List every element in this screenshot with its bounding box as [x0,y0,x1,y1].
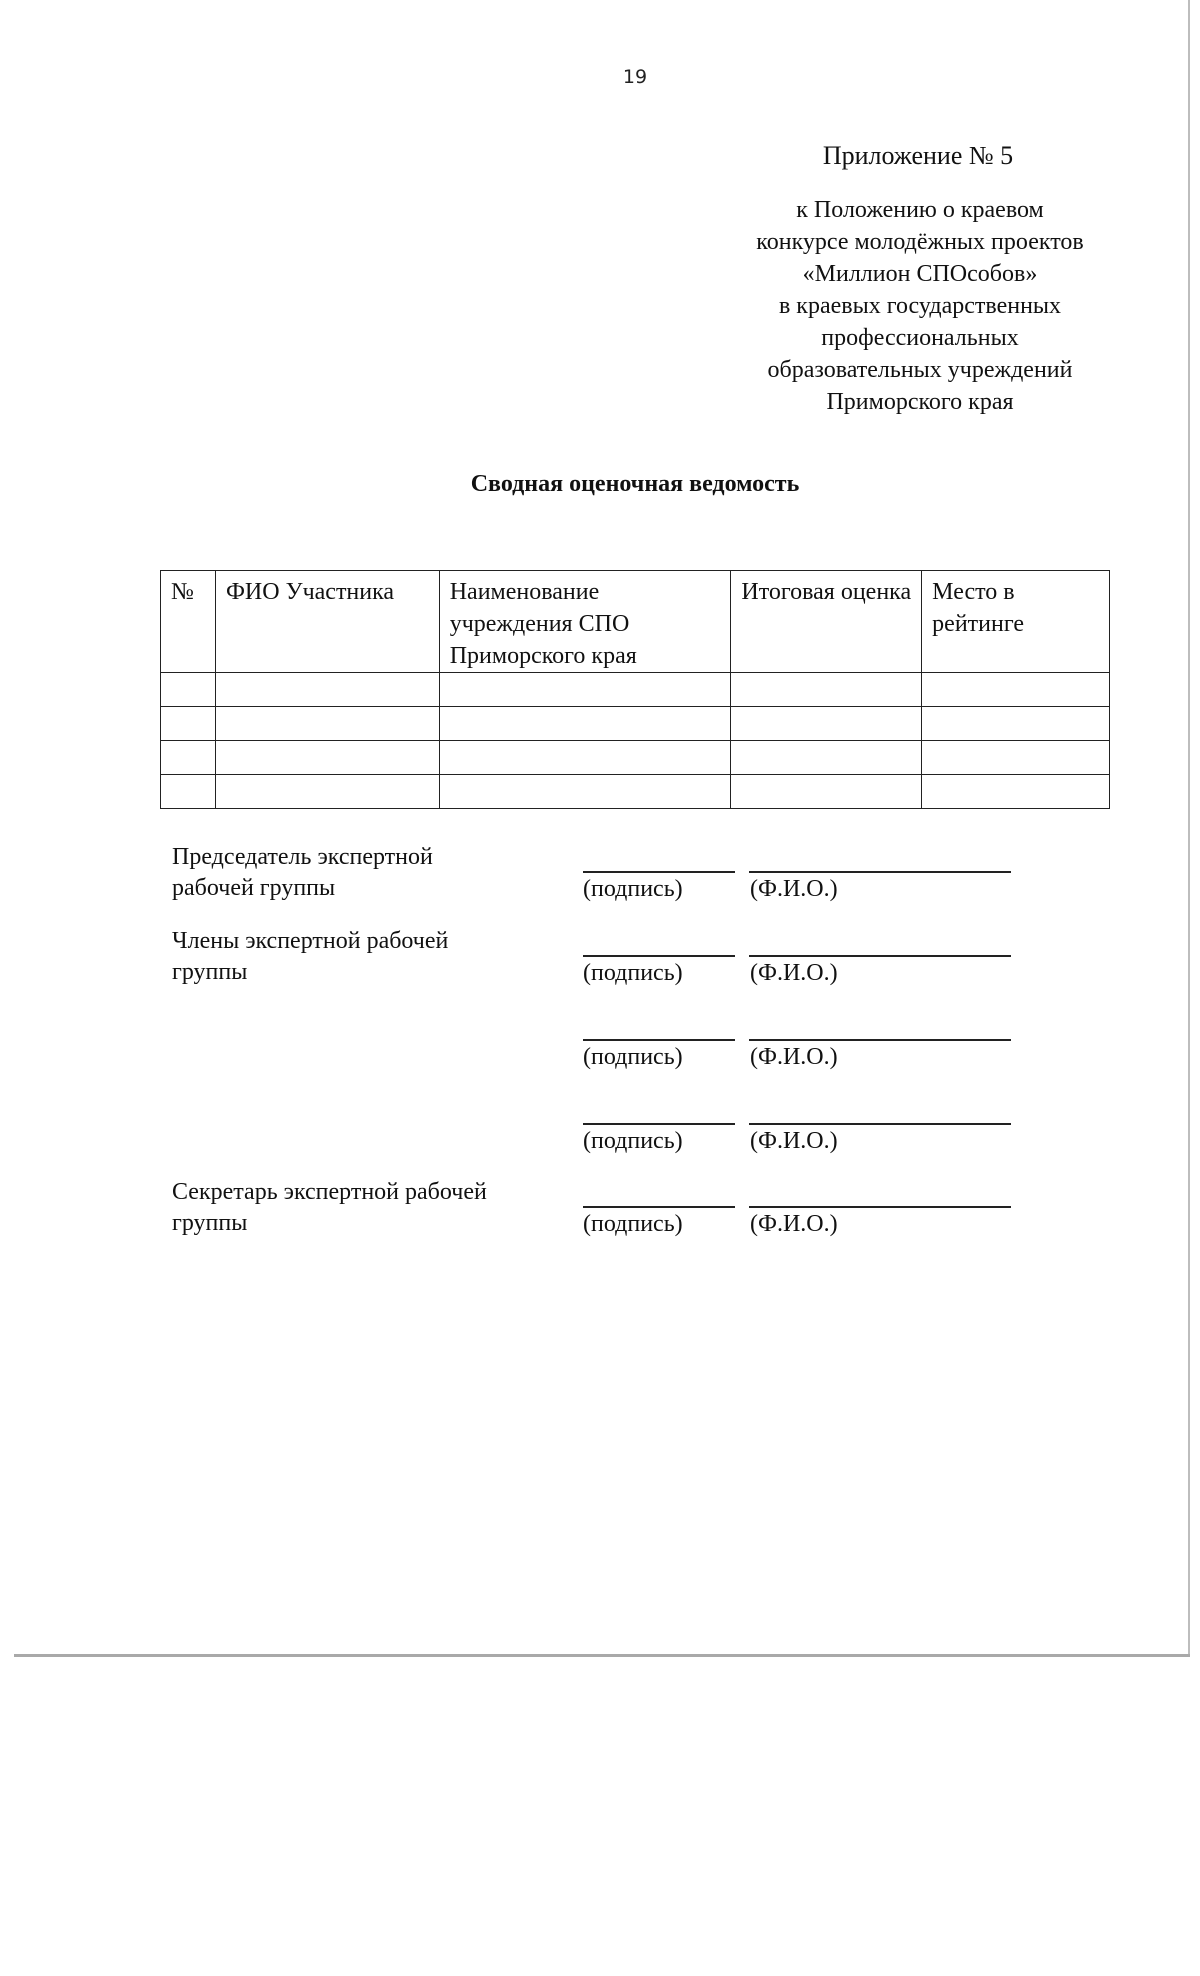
members-label-line: группы [172,959,248,985]
member-1-signature-caption: (подпись) [583,960,683,986]
member-3-signature-caption: (подпись) [583,1128,683,1154]
appendix-line: образовательных учреждений [767,357,1073,383]
secretary-signature-caption: (подпись) [583,1211,683,1237]
column-header-final-score: Итоговая оценка [731,571,922,673]
member-1-name-line[interactable] [749,955,1011,957]
member-2-signature-caption: (подпись) [583,1044,683,1070]
chairman-signature-caption: (подпись) [583,876,683,902]
table-cell [922,775,1110,809]
table-row [161,775,1110,809]
member-2-name-line[interactable] [749,1039,1011,1041]
page-edge [1188,0,1190,1656]
table-cell [922,707,1110,741]
table-cell [731,673,922,707]
table-cell [439,775,731,809]
score-table [160,570,1110,809]
appendix-line: профессиональных [821,325,1019,351]
appendix-line: «Миллион СПОсобов» [802,261,1038,287]
column-header-participant-name: ФИО Участника [215,571,439,673]
chairman-name-line[interactable] [749,871,1011,873]
chairman-label [172,842,433,904]
table-cell [731,707,922,741]
appendix-line: в краевых государственных [778,293,1062,319]
chairman-label-line: Председатель экспертной [172,844,433,870]
member-3-name-line[interactable] [749,1123,1011,1125]
chairman-name-caption: (Ф.И.О.) [750,876,838,902]
column-header-rating-place: Место в рейтинге [922,571,1110,673]
chairman-signature-line[interactable] [583,871,735,873]
table-cell [215,741,439,775]
table-cell [922,741,1110,775]
secretary-label [172,1177,487,1239]
table-cell [439,673,731,707]
column-header-institution: Наименование учреждения СПО Приморского края [439,571,731,673]
table-row [161,741,1110,775]
table-header-row [161,571,1110,673]
document-title: Сводная оценочная ведомость [470,471,800,497]
members-label [172,926,448,988]
appendix-description [700,194,1140,418]
secretary-label-line: Секретарь экспертной рабочей [172,1179,487,1205]
table-cell [161,707,216,741]
table-cell [215,673,439,707]
member-2-name-caption: (Ф.И.О.) [750,1044,838,1070]
member-2-signature-line[interactable] [583,1039,735,1041]
secretary-name-line[interactable] [749,1206,1011,1208]
chairman-label-line: рабочей группы [172,875,336,901]
table-cell [439,707,731,741]
member-3-name-caption: (Ф.И.О.) [750,1128,838,1154]
table-cell [161,673,216,707]
table-row [161,707,1110,741]
table-cell [215,775,439,809]
members-label-line: Члены экспертной рабочей [172,928,449,954]
table-cell [922,673,1110,707]
secretary-name-caption: (Ф.И.О.) [750,1211,838,1237]
member-3-signature-line[interactable] [583,1123,735,1125]
page-bottom-edge [14,1654,1190,1657]
secretary-label-line: группы [172,1210,248,1236]
table-cell [161,741,216,775]
column-header-number: № [161,571,216,673]
appendix-line: Приморского края [826,389,1014,415]
table-cell [731,775,922,809]
member-1-name-caption: (Ф.И.О.) [750,960,838,986]
appendix-line: конкурсе молодёжных проектов [756,229,1084,255]
appendix-title: Приложение № 5 [822,141,1014,170]
secretary-signature-line[interactable] [583,1206,735,1208]
table-cell [161,775,216,809]
member-1-signature-line[interactable] [583,955,735,957]
table-cell [731,741,922,775]
table-cell [439,741,731,775]
appendix-line: к Положению о краевом [796,197,1044,223]
page-number: 19 [622,66,648,88]
table-row [161,673,1110,707]
table-cell [215,707,439,741]
